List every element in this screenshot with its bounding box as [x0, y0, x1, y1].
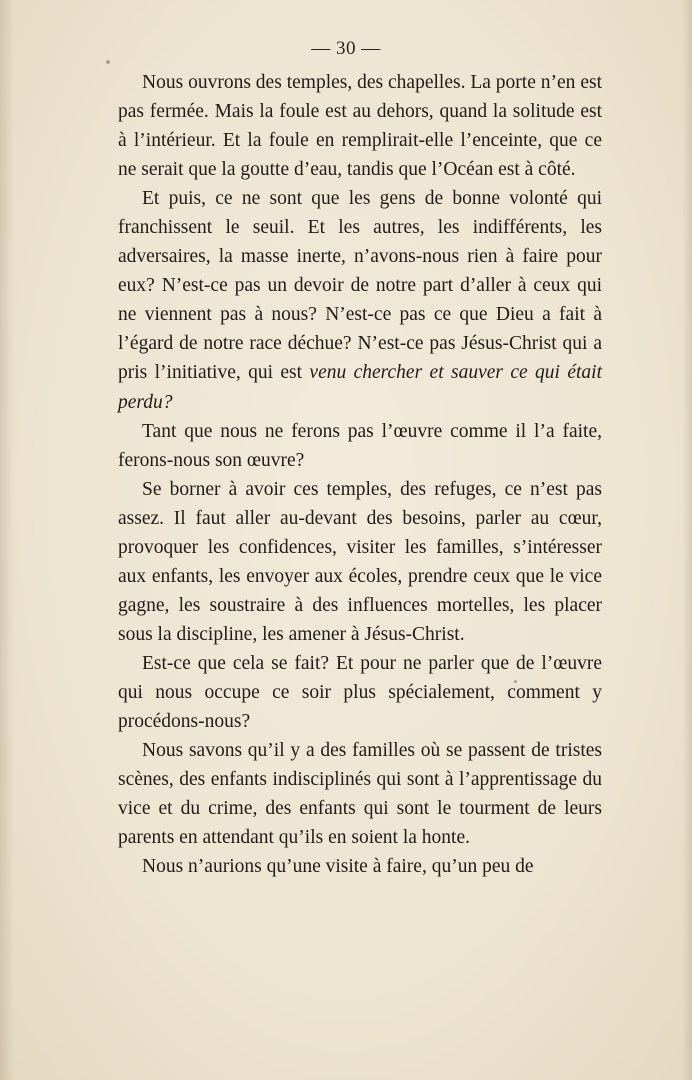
- paper-speck: [106, 60, 110, 64]
- paragraph: Nous ouvrons des temples, des chapelles. La porte n’en est pas fermée. Mais la foule est au dehors, quand la solitude est à l’intérieur. Et la foule en remplirait-elle l’enceinte, que ce ne serait que la goutte d’eau, tandis que l’Océan est à côté.: [118, 72, 602, 181]
- paragraph: Tant que nous ne ferons pas l’œuvre comme il l’a faite, ferons-nous son œuvre?: [118, 420, 602, 471]
- italic-quote: venu chercher et sauver ce qui était perdu?: [118, 362, 602, 413]
- paragraph: Est-ce que cela se fait? Et pour ne parler que de l’œuvre qui nous occupe ce soir plus spécialement, comment y procédons-nous?: [118, 652, 602, 733]
- paragraph: Nous n’aurions qu’une visite à faire, qu’un peu de: [142, 856, 534, 878]
- body-text: [118, 68, 602, 881]
- paragraph: [118, 184, 602, 416]
- gutter-shadow: [0, 0, 14, 1080]
- paragraph-text: Et puis, ce ne sont que les gens de bonne volonté qui franchissent le seuil. Et les autres, les indifférents, les adversaires, la masse inerte, n’avons-nous rien à faire pour eux? N’est-ce pas un devoir de notre part d’aller à ceux qui ne viennent pas à nous? N’est-ce pas ce que Dieu a fait à l’égard de notre race déchue? N’est-ce pas Jésus-Christ qui a pris l’initiative, qui est: [118, 188, 602, 384]
- page-number: — 30 —: [311, 38, 381, 59]
- page-edge-shadow: [682, 0, 692, 1080]
- paragraph: Se borner à avoir ces temples, des refuges, ce n’est pas assez. Il faut aller au-devant des besoins, parler au cœur, provoquer les confidences, visiter les familles, s’intéresser aux enfants, les envoyer aux écoles, prendre ceux que le vice gagne, les soustraire à des influences mortelles, les placer sous la discipline, les amener à Jésus-Christ.: [118, 478, 602, 645]
- paragraph: Nous savons qu’il y a des familles où se passent de tristes scènes, des enfants indisciplinés qui sont à l’apprentissage du vice et du crime, des enfants qui sont le tourment de leurs parents en attendant qu’ils en soient la honte.: [118, 740, 602, 849]
